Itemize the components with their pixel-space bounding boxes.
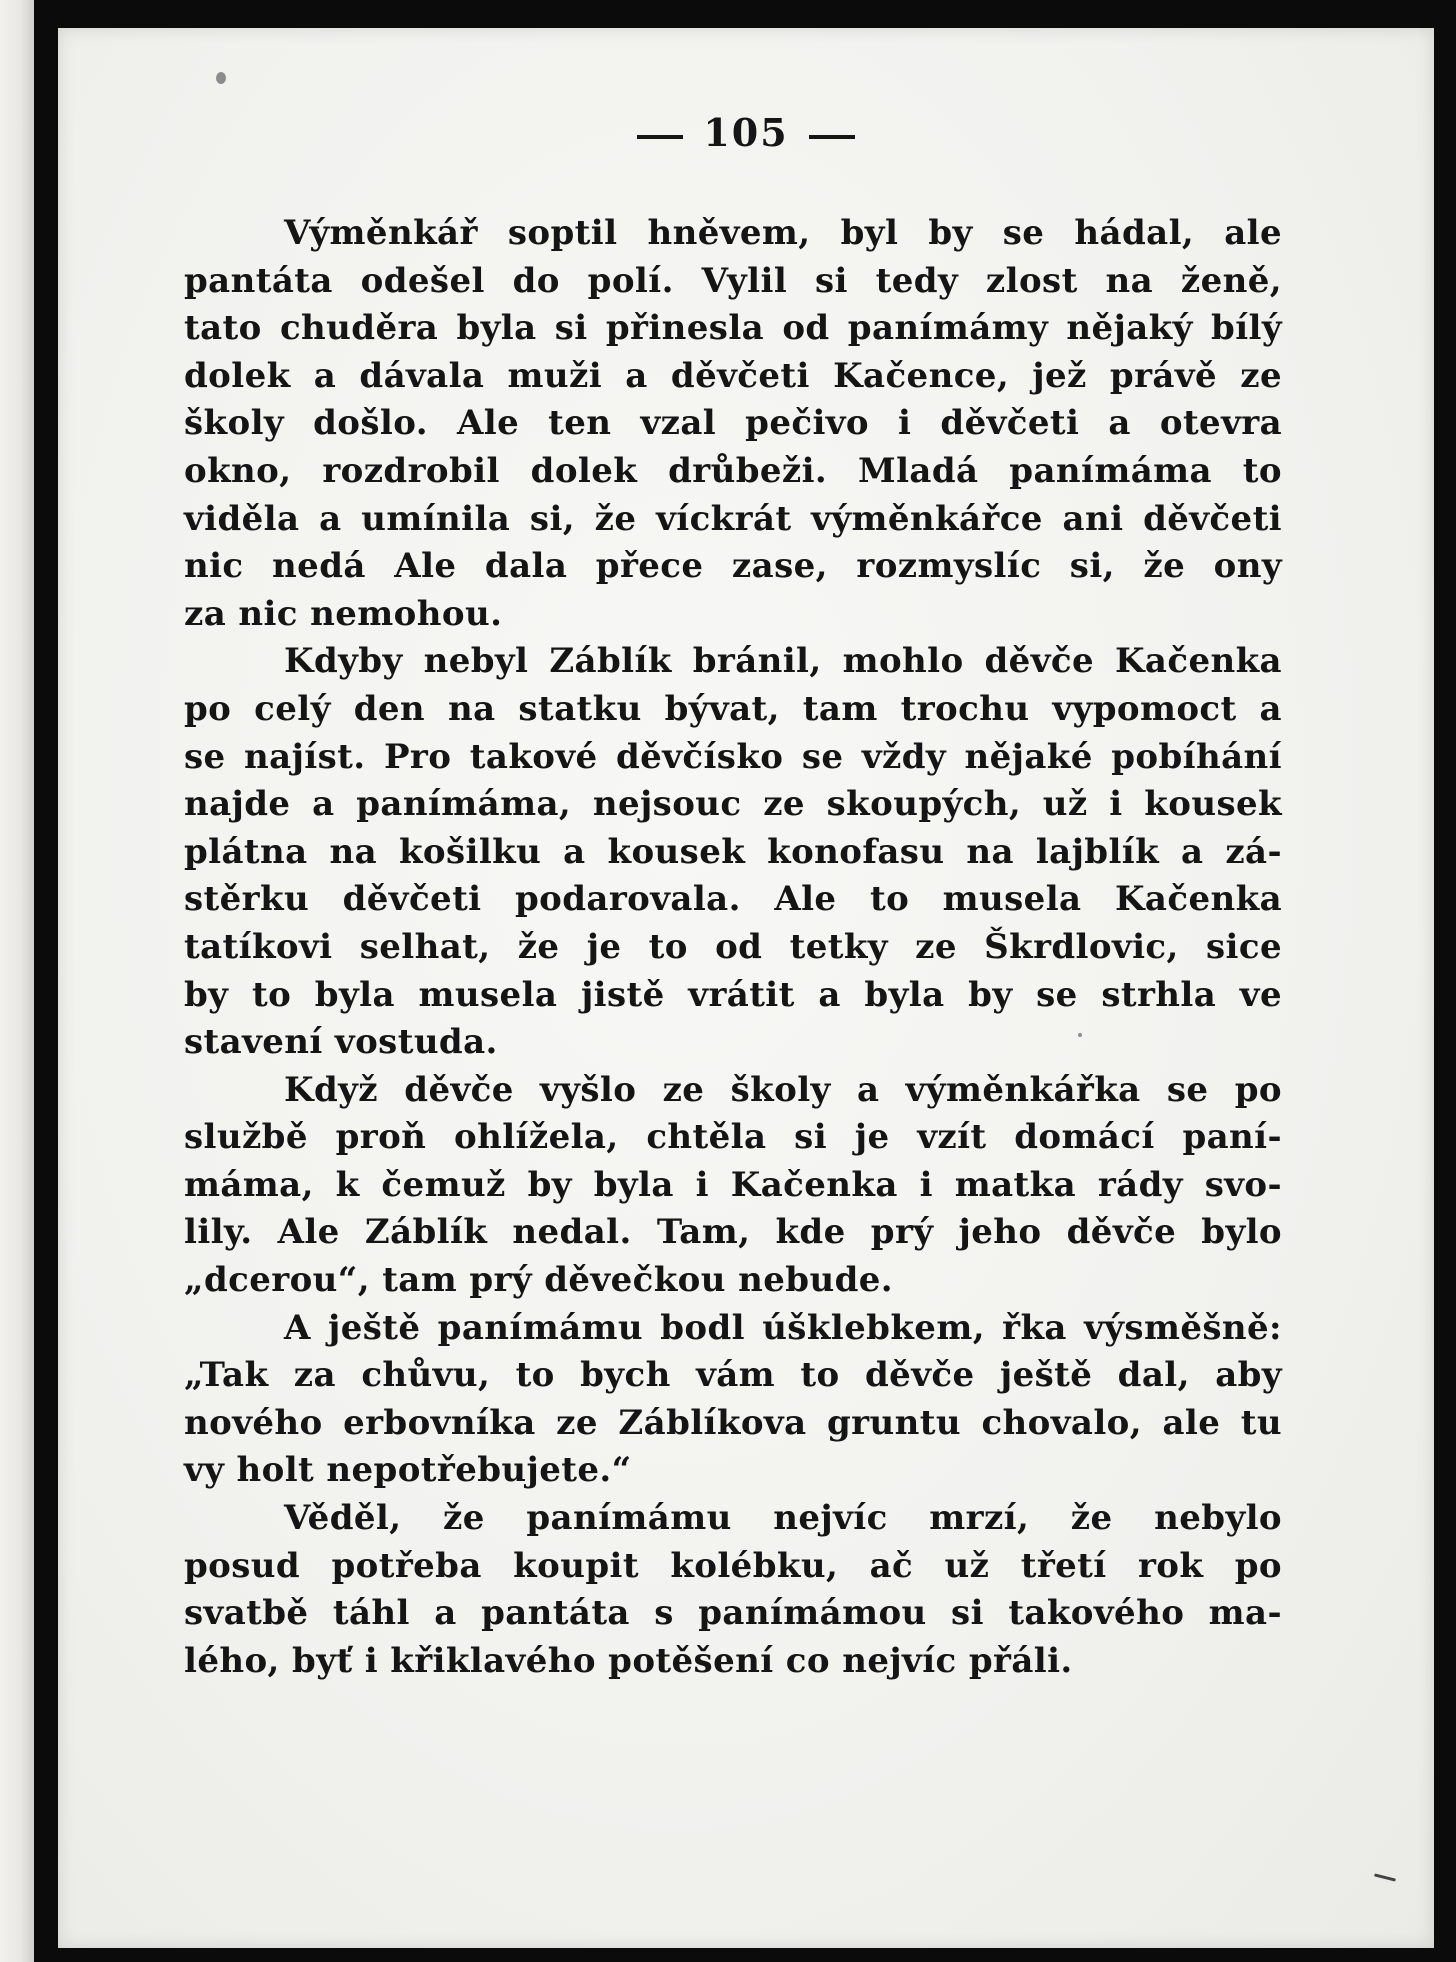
body-text [184,210,1282,1685]
text-line: Když děvče vyšlo ze školy a výměnkářka se po [284,1069,1282,1110]
text-line: Kdyby nebyl Záblík bránil, mohlo děvče Kačenka [284,641,1282,682]
text-line: vy holt nepotřebujete.“ [184,1450,632,1491]
text-line: by to byla musela jistě vrátit a byla by se strhla ve [184,974,1282,1015]
text-line: lého, byť i křiklavého potěšení co nejvíc přáli. [184,1640,1073,1681]
text-line: „dcerou“, tam prý děvečkou nebude. [184,1260,894,1301]
text-line: tato chuděra byla si přinesla od panímámy nějaký bílý [184,308,1282,349]
left-dash [637,135,683,139]
text-line: nic nedá Ale dala přece zase, rozmyslíc si, že ony [184,546,1282,587]
text-line: nového erbovníka ze Záblíkova gruntu chovalo, ale tu [184,1402,1282,1443]
right-dash [809,135,855,139]
text-line: „Tak za chůvu, to bych vám to děvče ještě dal, aby [184,1355,1282,1396]
page-number: 105 [703,110,789,155]
paragraph-1 [184,210,1282,638]
paragraph-5 [184,1495,1282,1685]
text-line: tatíkovi selhat, že je to od tetky ze Škrdlovic, sice [184,926,1282,967]
previous-page-edge [0,0,34,1962]
text-line: za nic nemohou. [184,593,503,634]
text-line: plátna na košilku a kousek konofasu na lajblík a zá- [184,831,1282,872]
paragraph-4 [184,1305,1282,1495]
text-line: stěrku děvčeti podarovala. Ale to musela Kačenka [184,879,1282,920]
text-line: posud potřeba koupit kolébku, ač už třetí rok po [184,1545,1282,1586]
text-line: po celý den na statku bývat, tam trochu vypomoct a [184,688,1282,729]
text-line: dolek a dávala muži a děvčeti Kačence, jež právě ze [184,355,1282,396]
text-line: se najíst. Pro takové děvčísko se vždy nějaké pobíhání [184,736,1282,777]
text-line: viděla a umínila si, že víckrát výměnkářce ani děvčeti [184,498,1282,539]
text-line: stavení vostuda. [184,1022,498,1063]
page-number-header [58,110,1434,155]
text-line: svatbě táhl a pantáta s panímámou si takového ma- [184,1593,1282,1634]
text-line: Výměnkář soptil hněvem, byl by se hádal, ale [284,213,1282,253]
text-line: Věděl, že panímámu nejvíc mrzí, že nebylo [284,1498,1282,1539]
text-line: školy došlo. Ale ten vzal pečivo i děvčeti a otevra [184,403,1282,444]
text-line: okno, rozdrobil dolek drůbeži. Mladá panímáma to [184,450,1282,491]
text-line: pantáta odešel do polí. Vylil si tedy zlost na ženě, [184,260,1282,301]
text-line: máma, k čemuž by byla i Kačenka i matka rády svo- [184,1164,1282,1205]
paragraph-3 [184,1067,1282,1305]
book-page [58,28,1434,1948]
text-line: službě proň ohlížela, chtěla si je vzít domácí paní- [184,1117,1282,1158]
ink-speck [216,72,226,84]
text-line: A ještě panímámu bodl úšklebkem, řka výsměšně: [284,1307,1282,1348]
ink-speck [1374,1873,1396,1881]
paragraph-2 [184,638,1282,1066]
text-line: najde a panímáma, nejsouc ze skoupých, už i kousek [184,784,1282,825]
text-line: lily. Ale Záblík nedal. Tam, kde prý jeho děvče bylo [184,1212,1282,1253]
